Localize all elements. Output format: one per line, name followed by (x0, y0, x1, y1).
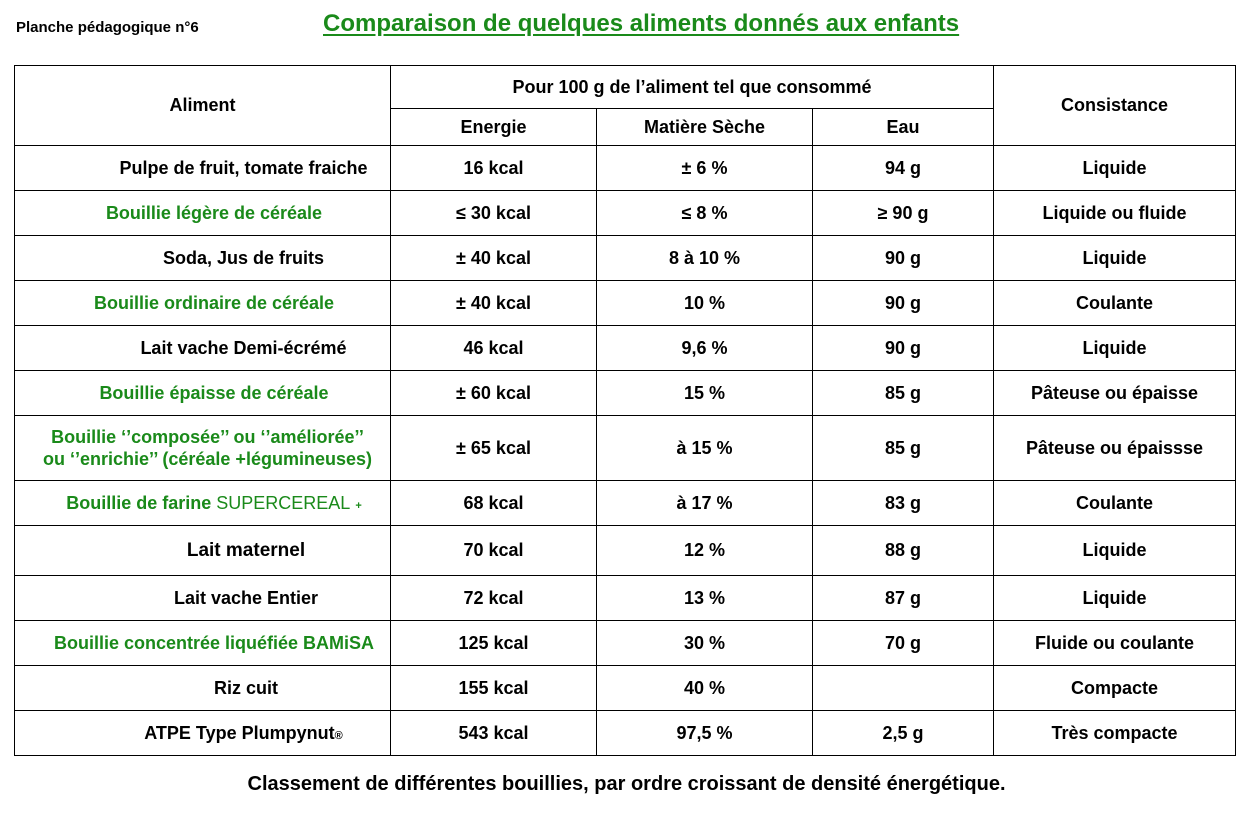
row-consistance: Pâteuse ou épaissse (994, 416, 1236, 481)
row-aliment: Soda, Jus de fruits (15, 236, 391, 281)
row-matiere-seche: ≤ 8 % (597, 191, 813, 236)
row-energie: ± 65 kcal (391, 416, 597, 481)
row-eau: 88 g (813, 526, 994, 576)
table-row (15, 326, 1236, 371)
row-aliment (15, 481, 391, 526)
table-row (15, 621, 1236, 666)
table-row (15, 416, 1236, 481)
row-aliment (15, 416, 391, 481)
row-consistance: Coulante (994, 481, 1236, 526)
row-matiere-seche: ± 6 % (597, 146, 813, 191)
row-aliment: Lait vache Demi-écrémé (15, 326, 391, 371)
row-matiere-seche: 9,6 % (597, 326, 813, 371)
row-energie: ≤ 30 kcal (391, 191, 597, 236)
row-matiere-seche: 8 à 10 % (597, 236, 813, 281)
row-aliment: Bouillie épaisse de céréale (15, 371, 391, 416)
header-matiere-seche: Matière Sèche (597, 109, 813, 146)
row-aliment: Pulpe de fruit, tomate fraiche (15, 146, 391, 191)
row-matiere-seche: 30 % (597, 621, 813, 666)
row-energie: ± 40 kcal (391, 236, 597, 281)
row-matiere-seche: à 17 % (597, 481, 813, 526)
row-aliment: Bouillie ordinaire de céréale (15, 281, 391, 326)
row-consistance: Liquide (994, 576, 1236, 621)
row-energie: 155 kcal (391, 666, 597, 711)
row-energie: 46 kcal (391, 326, 597, 371)
table-row (15, 236, 1236, 281)
row-matiere-seche: 15 % (597, 371, 813, 416)
row-consistance: Compacte (994, 666, 1236, 711)
header-consistance: Consistance (994, 66, 1236, 146)
row-eau (813, 666, 994, 711)
row-consistance: Liquide (994, 526, 1236, 576)
row-matiere-seche: 10 % (597, 281, 813, 326)
header-aliment: Aliment (15, 66, 391, 146)
table-row (15, 191, 1236, 236)
row-energie: 68 kcal (391, 481, 597, 526)
row-eau: 90 g (813, 281, 994, 326)
row-aliment (15, 711, 391, 756)
row-eau: 2,5 g (813, 711, 994, 756)
row-eau: 85 g (813, 416, 994, 481)
row-energie: 72 kcal (391, 576, 597, 621)
row-consistance: Fluide ou coulante (994, 621, 1236, 666)
page-title: Comparaison de quelques aliments donnés aux enfants (323, 10, 960, 37)
plate-label: Planche pédagogique n°6 (16, 19, 199, 36)
row-energie: 16 kcal (391, 146, 597, 191)
row-eau: 85 g (813, 371, 994, 416)
table-row (15, 281, 1236, 326)
row-eau: 90 g (813, 236, 994, 281)
row-eau: 94 g (813, 146, 994, 191)
row-aliment-text: Bouillie de farine (66, 492, 212, 513)
row-consistance: Liquide ou fluide (994, 191, 1236, 236)
table-row (15, 666, 1236, 711)
row-eau: 70 g (813, 621, 994, 666)
row-aliment: Bouillie légère de céréale (15, 191, 391, 236)
row-aliment-line2: ou ‘’enrichie’’ (céréale +légumineuses) (43, 449, 372, 469)
row-energie: ± 40 kcal (391, 281, 597, 326)
row-eau: 83 g (813, 481, 994, 526)
row-energie: 70 kcal (391, 526, 597, 576)
table-row (15, 711, 1236, 756)
header-eau: Eau (813, 109, 994, 146)
row-aliment-plus: + (355, 499, 362, 512)
row-consistance: Liquide (994, 326, 1236, 371)
row-aliment-line1: Bouillie ‘’composée’’ ou ‘’améliorée’’ (51, 427, 364, 447)
food-comparison-table (14, 65, 1236, 756)
row-energie: ± 60 kcal (391, 371, 597, 416)
row-eau: 87 g (813, 576, 994, 621)
header-energie: Energie (391, 109, 597, 146)
row-eau: 90 g (813, 326, 994, 371)
table-row (15, 576, 1236, 621)
footer-caption: Classement de différentes bouillies, par ordre croissant de densité énergétique. (247, 773, 1006, 795)
registered-mark: ® (334, 729, 343, 742)
table-row (15, 481, 1236, 526)
row-consistance: Liquide (994, 146, 1236, 191)
row-matiere-seche: 12 % (597, 526, 813, 576)
row-matiere-seche: 97,5 % (597, 711, 813, 756)
table-row (15, 146, 1236, 191)
row-matiere-seche: à 15 % (597, 416, 813, 481)
row-consistance: Coulante (994, 281, 1236, 326)
row-eau: ≥ 90 g (813, 191, 994, 236)
row-aliment: Bouillie concentrée liquéfiée BAMiSA (15, 621, 391, 666)
table-row (15, 526, 1236, 576)
row-matiere-seche: 13 % (597, 576, 813, 621)
row-energie: 125 kcal (391, 621, 597, 666)
header-pour-100g: Pour 100 g de l’aliment tel que consommé (391, 66, 994, 109)
row-aliment: Lait vache Entier (15, 576, 391, 621)
row-aliment-brand: SUPERCEREAL (216, 492, 351, 513)
row-aliment: Lait maternel (15, 526, 391, 576)
row-energie: 543 kcal (391, 711, 597, 756)
row-consistance: Pâteuse ou épaisse (994, 371, 1236, 416)
row-aliment: Riz cuit (15, 666, 391, 711)
table-row (15, 371, 1236, 416)
row-aliment-text: ATPE Type Plumpynut (144, 722, 335, 743)
row-consistance: Liquide (994, 236, 1236, 281)
row-matiere-seche: 40 % (597, 666, 813, 711)
row-consistance: Très compacte (994, 711, 1236, 756)
